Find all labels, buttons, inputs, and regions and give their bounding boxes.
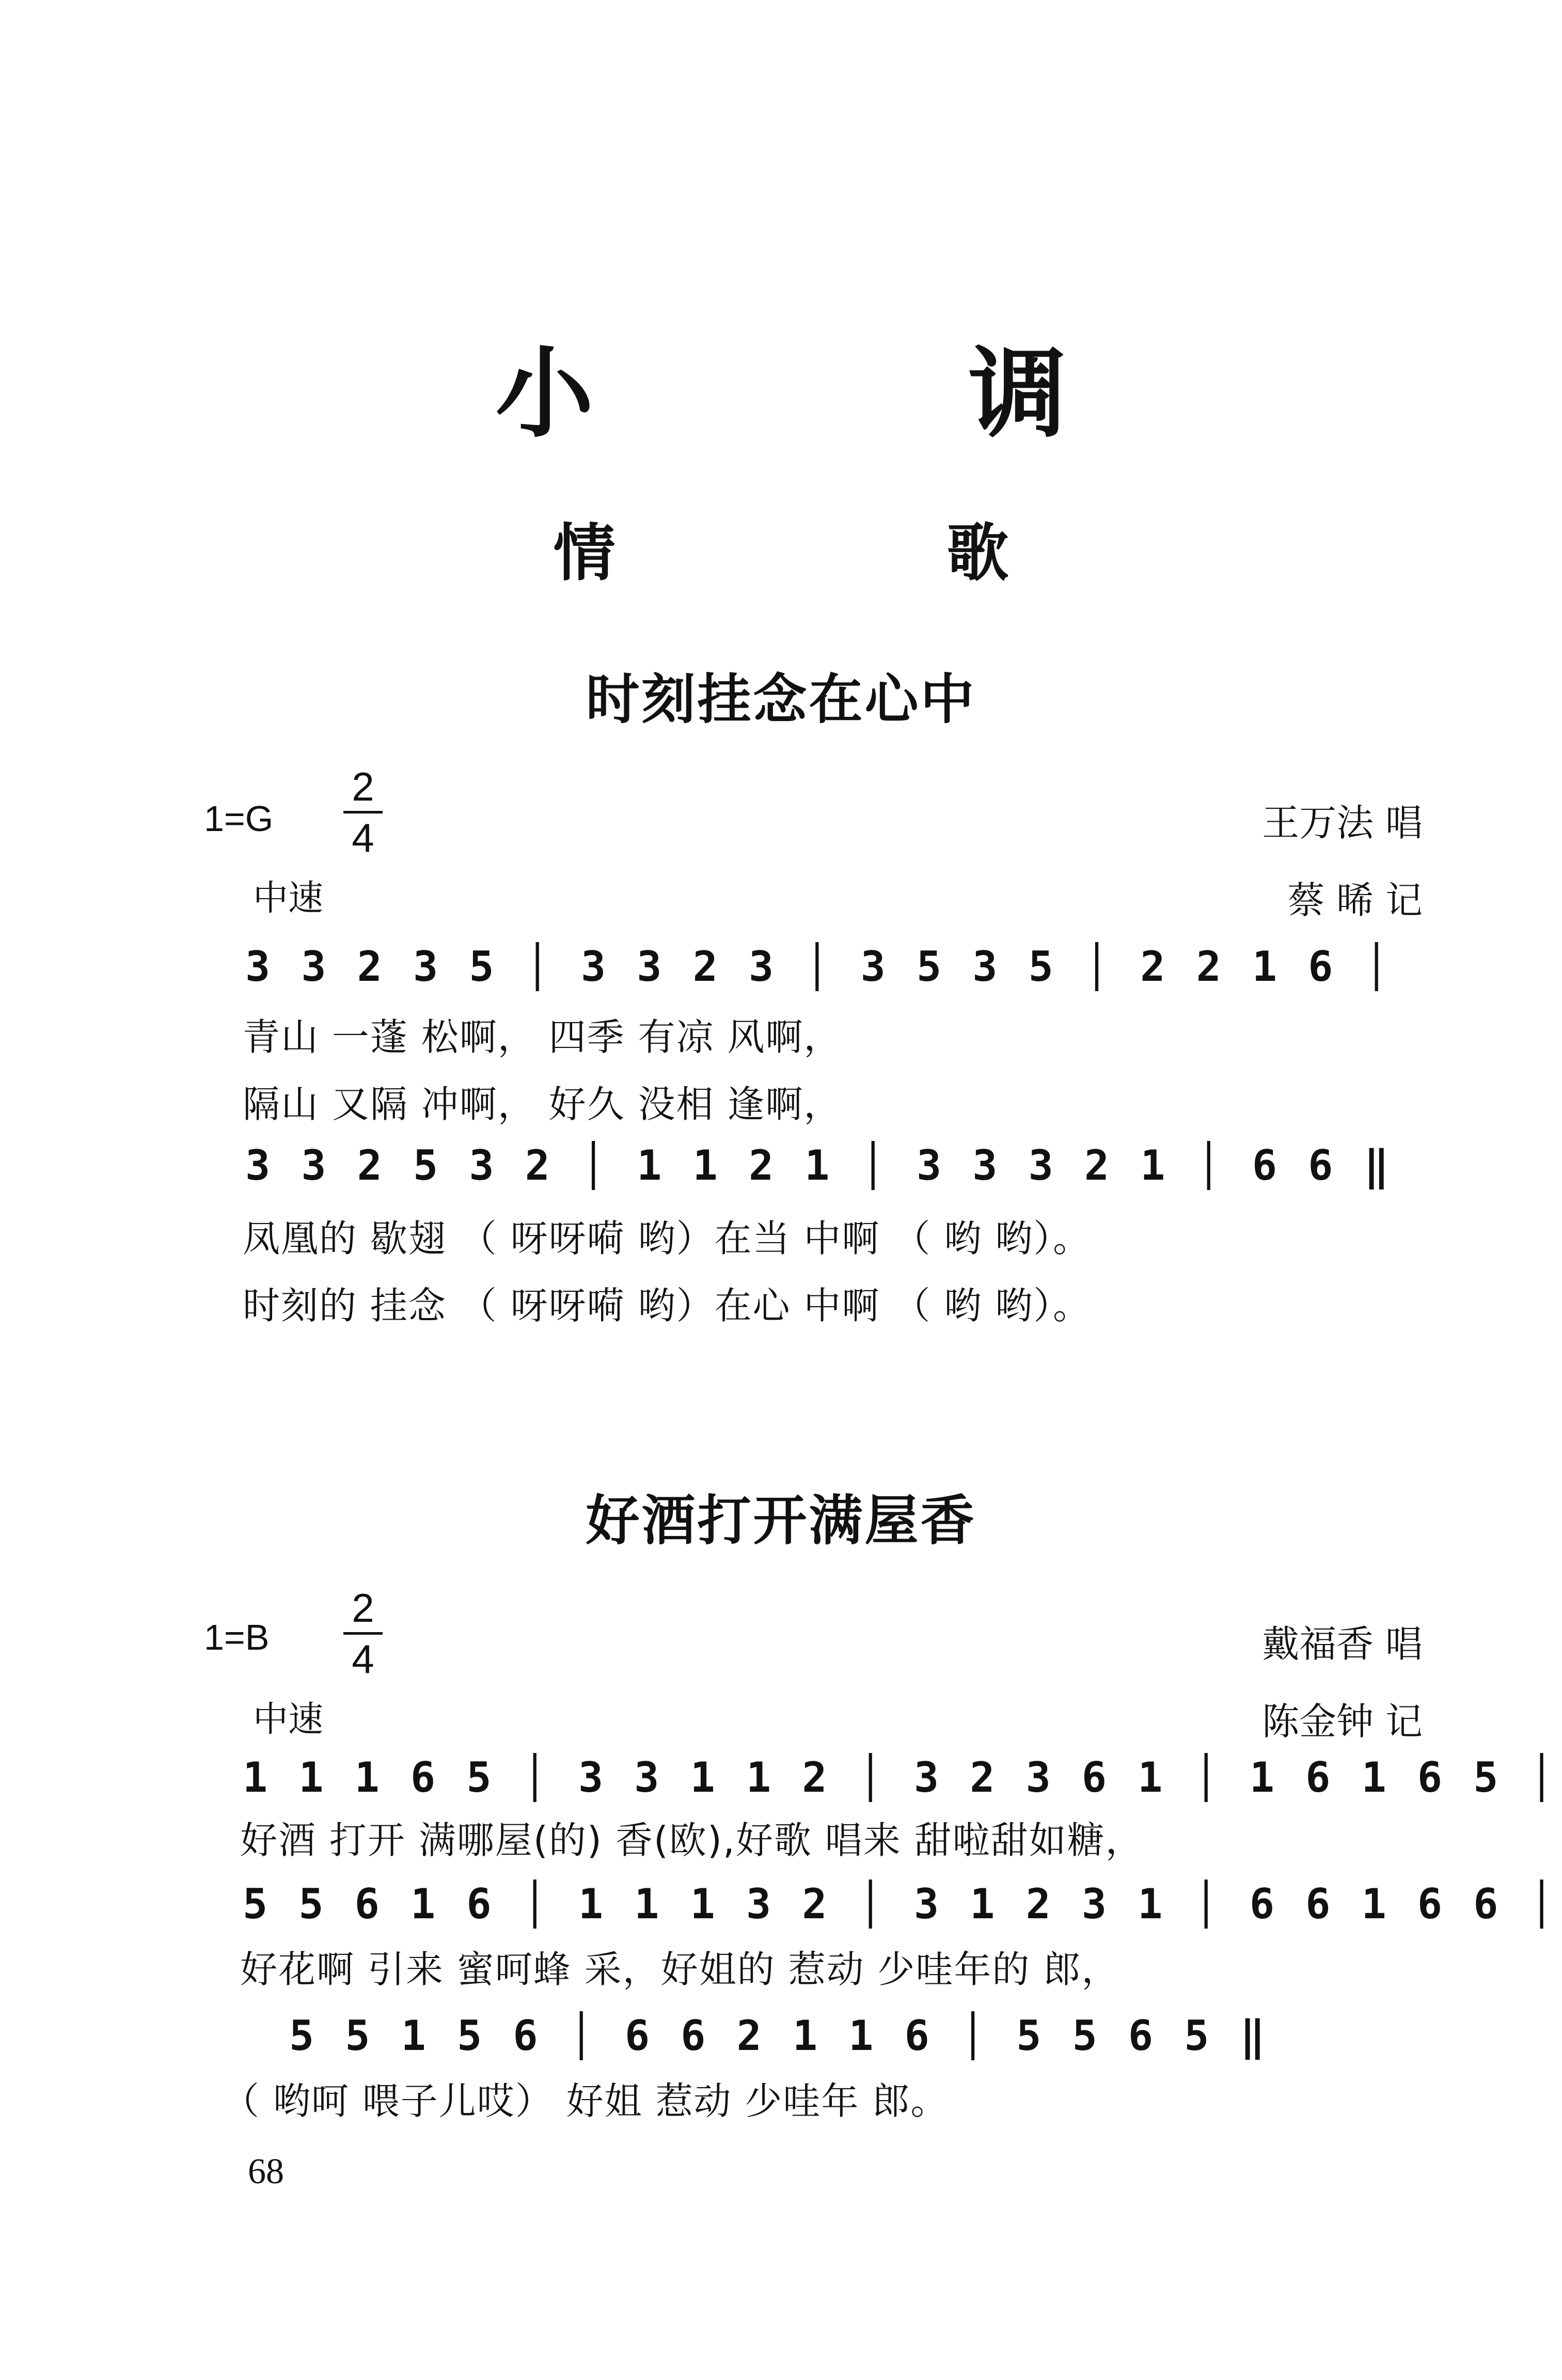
notation-line-2: 3 3 2 5 3 2 │ 1 1 2 1 │ 3 3 3 2 1 │ 6 6 ‖ bbox=[245, 1141, 1392, 1189]
singer-credit: 王万法 唱 bbox=[1262, 801, 1423, 844]
time-signature-denominator: 4 bbox=[352, 815, 374, 860]
recorder-credit: 陈金钟 记 bbox=[1262, 1700, 1423, 1743]
time-signature-denominator: 4 bbox=[352, 1636, 374, 1682]
lyric-line-1b: 隔山 又隔 冲啊， 好久 没相 逢啊， bbox=[243, 1083, 842, 1126]
page-number: 68 bbox=[248, 2152, 284, 2191]
key-signature: 1=G bbox=[204, 798, 274, 839]
time-signature-bar bbox=[343, 1632, 383, 1635]
time-signature bbox=[343, 1586, 383, 1681]
notation-line-1: 1 1 1 6 5 │ 3 3 1 1 2 │ 3 2 3 6 1 │ 1 6 1 6 5 │ bbox=[243, 1753, 1557, 1802]
lyric-line-2: 好花啊 引来 蜜呵蜂 采，好姐的 惹动 少哇年的 郎， bbox=[240, 1948, 1120, 1991]
tempo-marking: 中速 bbox=[253, 1699, 324, 1740]
time-signature-numerator: 2 bbox=[352, 1585, 374, 1631]
song-title: 时刻挂念在心中 bbox=[586, 668, 976, 731]
notation-line-1: 3 3 2 3 5 │ 3 3 2 3 │ 3 5 3 5 │ 2 2 1 6 │ bbox=[245, 943, 1392, 991]
lyric-line-1: 好酒 打开 满哪屋(的) 香(欧),好歌 唱来 甜啦甜如糖， bbox=[240, 1819, 1144, 1862]
lyric-line-2b: 时刻的 挂念 （ 呀呀嗬 哟）在心 中啊 （ 哟 哟）。 bbox=[243, 1284, 1092, 1327]
singer-credit: 戴福香 唱 bbox=[1262, 1622, 1423, 1666]
notation-line-2: 5 5 6 1 6 │ 1 1 1 3 2 │ 3 1 2 3 1 │ 6 6 1 6 6 │ bbox=[243, 1880, 1557, 1928]
key-signature: 1=B bbox=[204, 1617, 270, 1657]
lyric-line-3: （ 哟呵 喂子儿哎） 好姐 惹动 少哇年 郎。 bbox=[222, 2079, 949, 2123]
notation-line-3: 5 5 1 5 6 │ 6 6 2 1 1 6 │ 5 5 6 5 ‖ bbox=[289, 2012, 1268, 2060]
time-signature-numerator: 2 bbox=[352, 764, 374, 809]
time-signature-bar bbox=[343, 811, 383, 813]
lyric-line-2a: 凤凰的 歇翅 （ 呀呀嗬 哟）在当 中啊 （ 哟 哟）。 bbox=[243, 1217, 1092, 1260]
section-title: 小 调 bbox=[495, 337, 1237, 451]
subsection-title: 情 歌 bbox=[553, 518, 1164, 589]
song-title: 好酒打开满屋香 bbox=[586, 1489, 976, 1552]
recorder-credit: 蔡 晞 记 bbox=[1287, 879, 1423, 922]
tempo-marking: 中速 bbox=[253, 878, 324, 919]
time-signature bbox=[343, 764, 383, 860]
lyric-line-1a: 青山 一蓬 松啊， 四季 有凉 风啊， bbox=[243, 1015, 842, 1059]
